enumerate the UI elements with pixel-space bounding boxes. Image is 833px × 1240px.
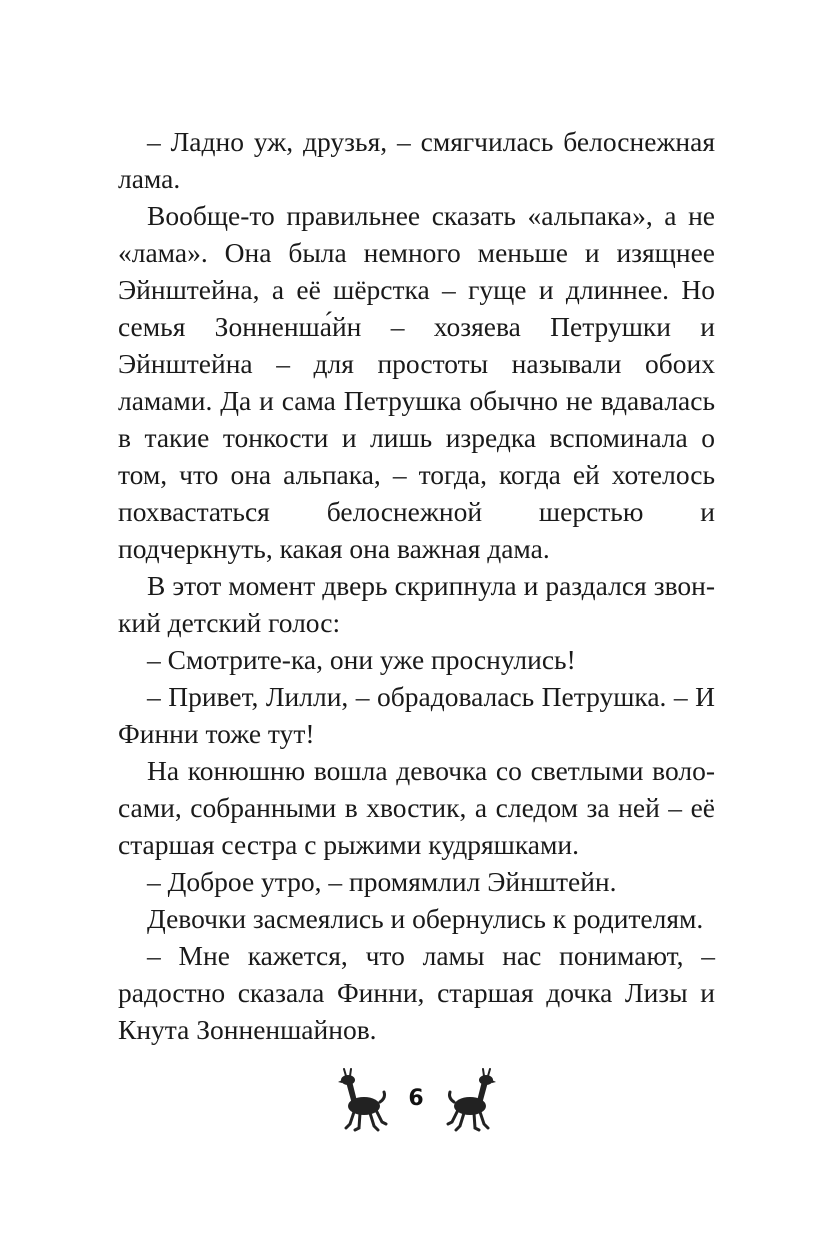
page-number: 6 (408, 1086, 424, 1111)
paragraph: – Мне кажется, что ламы нас понимают, – радостно сказала Финни, старшая дочка Лизы и Кнута Зонненшайнов. (118, 940, 715, 1045)
paragraph: – Доброе утро, – промямлил Эйнштейн. (147, 866, 617, 897)
paragraph: – Ладно уж, друзья, – смягчилась белоснежная лама. (118, 126, 715, 194)
paragraph: – Привет, Лилли, – обрадовалась Петрушка. – И Финни тоже тут! (118, 681, 715, 749)
paragraph: – Смотрите-ка, они уже проснулись! (147, 644, 576, 675)
paragraph: В этот момент дверь скрипнула и раздался звонкий детский голос: (118, 570, 715, 638)
page-footer (0, 1068, 833, 1148)
paragraph: Вообще-то правильнее сказать «альпака», а не «лама». Она была немного меньше и изящнее Эйнштейна, а её шёрстка – гуще и длиннее. Но семья Зонненша́йн – хозяева Петрушки и Эйнштейна – для простоты называли обоих ламами. Да и сама Петрушка обычно не вдавалась в такие тонкости и лишь изредка вспоминала о том, что она альпака, – тогда, когда ей хотелось похвастаться белоснежной шерстью и подчеркнуть, какая она важная дама. (118, 200, 715, 564)
llama-icon (324, 1068, 394, 1138)
page-text (118, 123, 715, 1048)
paragraph: Девочки засмеялись и обернулись к родителям. (147, 903, 704, 934)
paragraph: На конюшню вошла девочка со светлыми волосами, собранными в хвостик, а следом за ней – её старшая сестра с рыжими кудряшками. (118, 755, 715, 860)
llama-icon (440, 1068, 510, 1138)
